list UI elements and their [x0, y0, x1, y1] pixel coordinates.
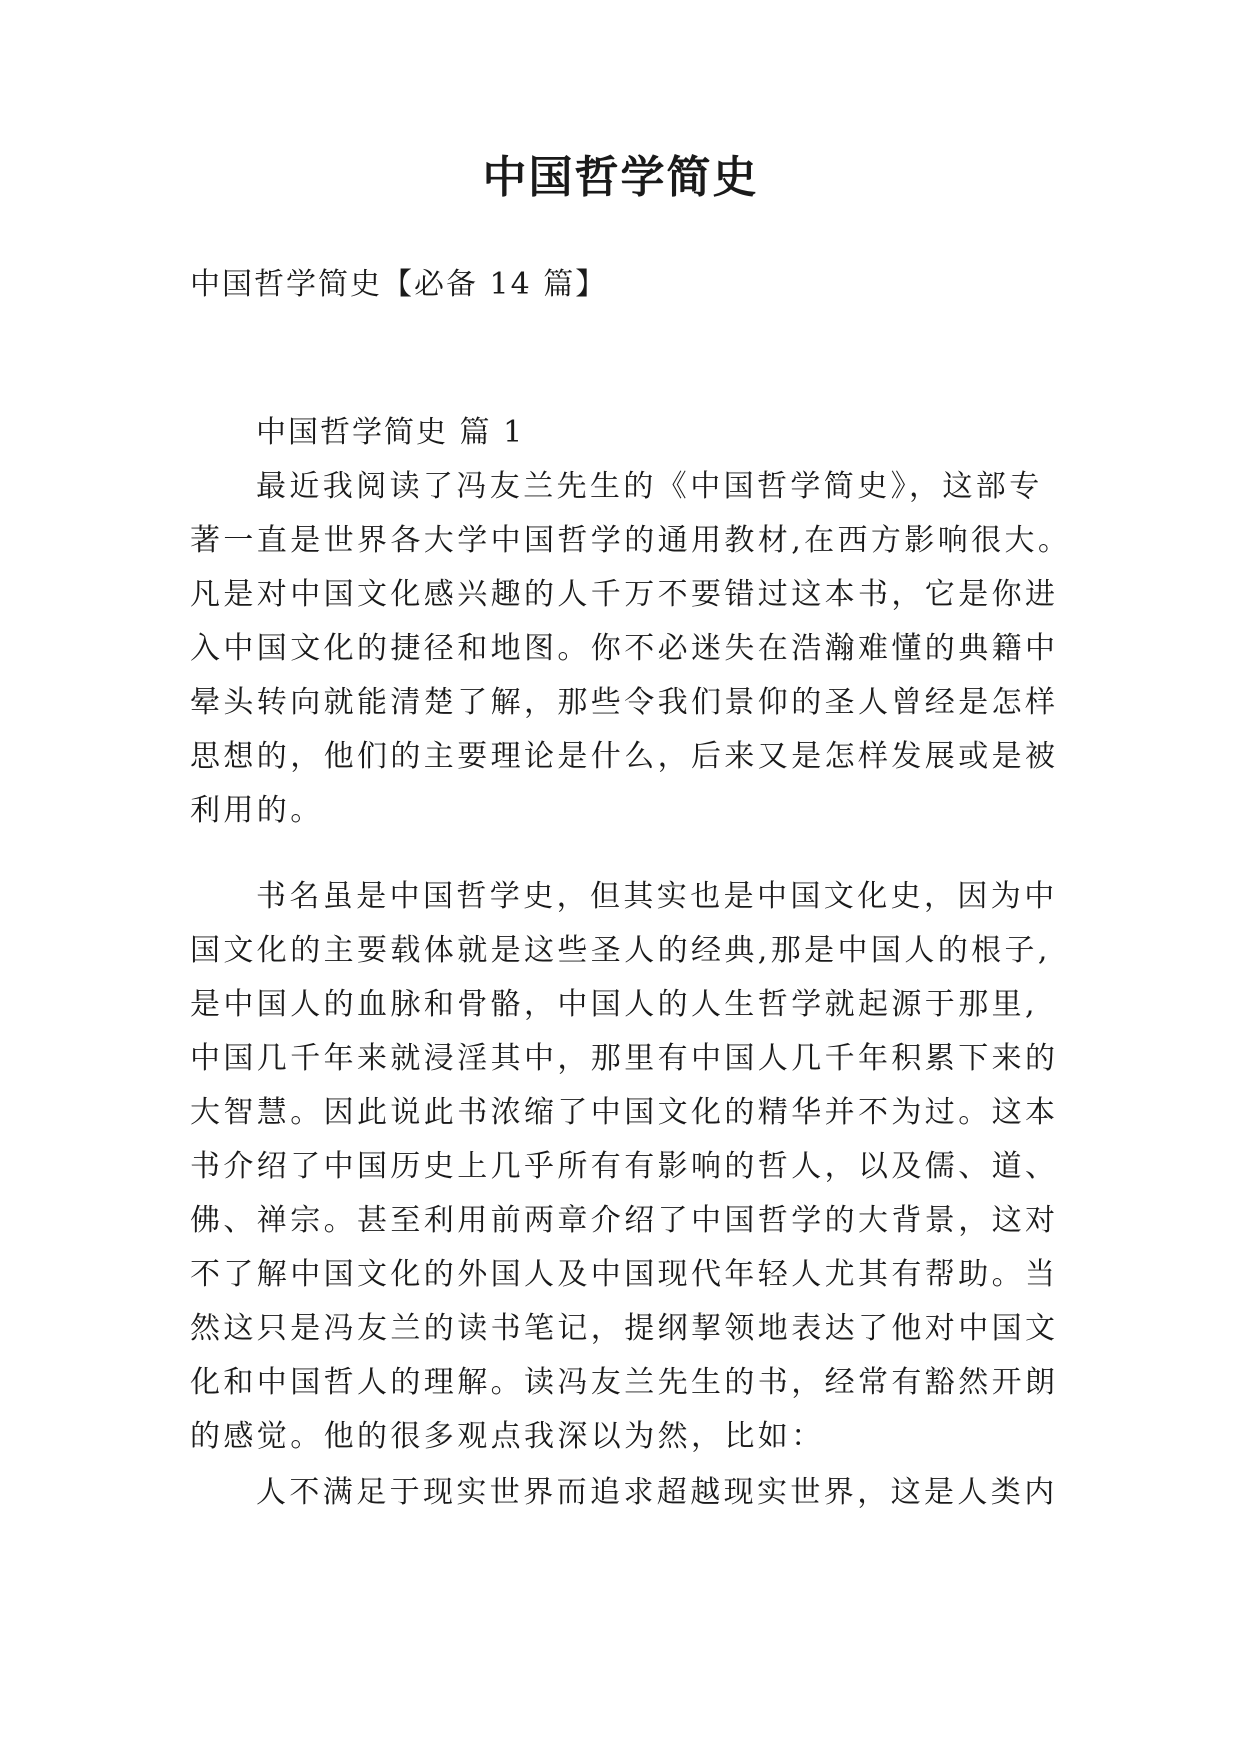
- paragraph-line: 入中国文化的捷径和地图。你不必迷失在浩瀚难懂的典籍中: [190, 631, 1059, 666]
- document-subtitle: 中国哲学简史【必备 14 篇】: [190, 267, 608, 302]
- paragraph-line: 书名虽是中国哲学史，但其实也是中国文化史，因为中: [256, 879, 1058, 914]
- paragraph-line: 最近我阅读了冯友兰先生的《中国哲学简史》，这部专: [256, 469, 1043, 504]
- paragraph-line: 的感觉。他的很多观点我深以为然，比如：: [190, 1419, 825, 1454]
- paragraph-line: 人不满足于现实世界而追求超越现实世界，这是人类内: [256, 1475, 1058, 1510]
- section-heading: 中国哲学简史 篇 1: [256, 415, 525, 450]
- paragraph-line: 晕头转向就能清楚了解，那些令我们景仰的圣人曾经是怎样: [190, 685, 1059, 720]
- paragraph-line: 国文化的主要载体就是这些圣人的经典,那是中国人的根子,: [190, 933, 1051, 968]
- paragraph-line: 然这只是冯友兰的读书笔记，提纲挈领地表达了他对中国文: [190, 1311, 1059, 1346]
- paragraph-line: 思想的，他们的主要理论是什么，后来又是怎样发展或是被: [190, 739, 1059, 774]
- document-title: 中国哲学简史: [482, 152, 759, 203]
- paragraph-line: 凡是对中国文化感兴趣的人千万不要错过这本书，它是你进: [190, 577, 1059, 612]
- paragraph-line: 大智慧。因此说此书浓缩了中国文化的精华并不为过。这本: [190, 1095, 1059, 1130]
- paragraph-line: 书介绍了中国历史上几乎所有有影响的哲人，以及儒、道、: [190, 1149, 1059, 1184]
- paragraph-line: 不了解中国文化的外国人及中国现代年轻人尤其有帮助。当: [190, 1257, 1059, 1292]
- paragraph-line: 是中国人的血脉和骨骼，中国人的人生哲学就起源于那里,: [190, 987, 1038, 1022]
- paragraph-line: 利用的。: [190, 793, 324, 828]
- paragraph-line: 佛、禅宗。甚至利用前两章介绍了中国哲学的大背景，这对: [190, 1203, 1059, 1238]
- paragraph-line: 化和中国哲人的理解。读冯友兰先生的书，经常有豁然开朗: [190, 1365, 1059, 1400]
- paragraph-line: 中国几千年来就浸淫其中，那里有中国人几千年积累下来的: [190, 1041, 1059, 1076]
- paragraph-line: 著一直是世界各大学中国哲学的通用教材,在西方影响很大。: [190, 523, 1072, 558]
